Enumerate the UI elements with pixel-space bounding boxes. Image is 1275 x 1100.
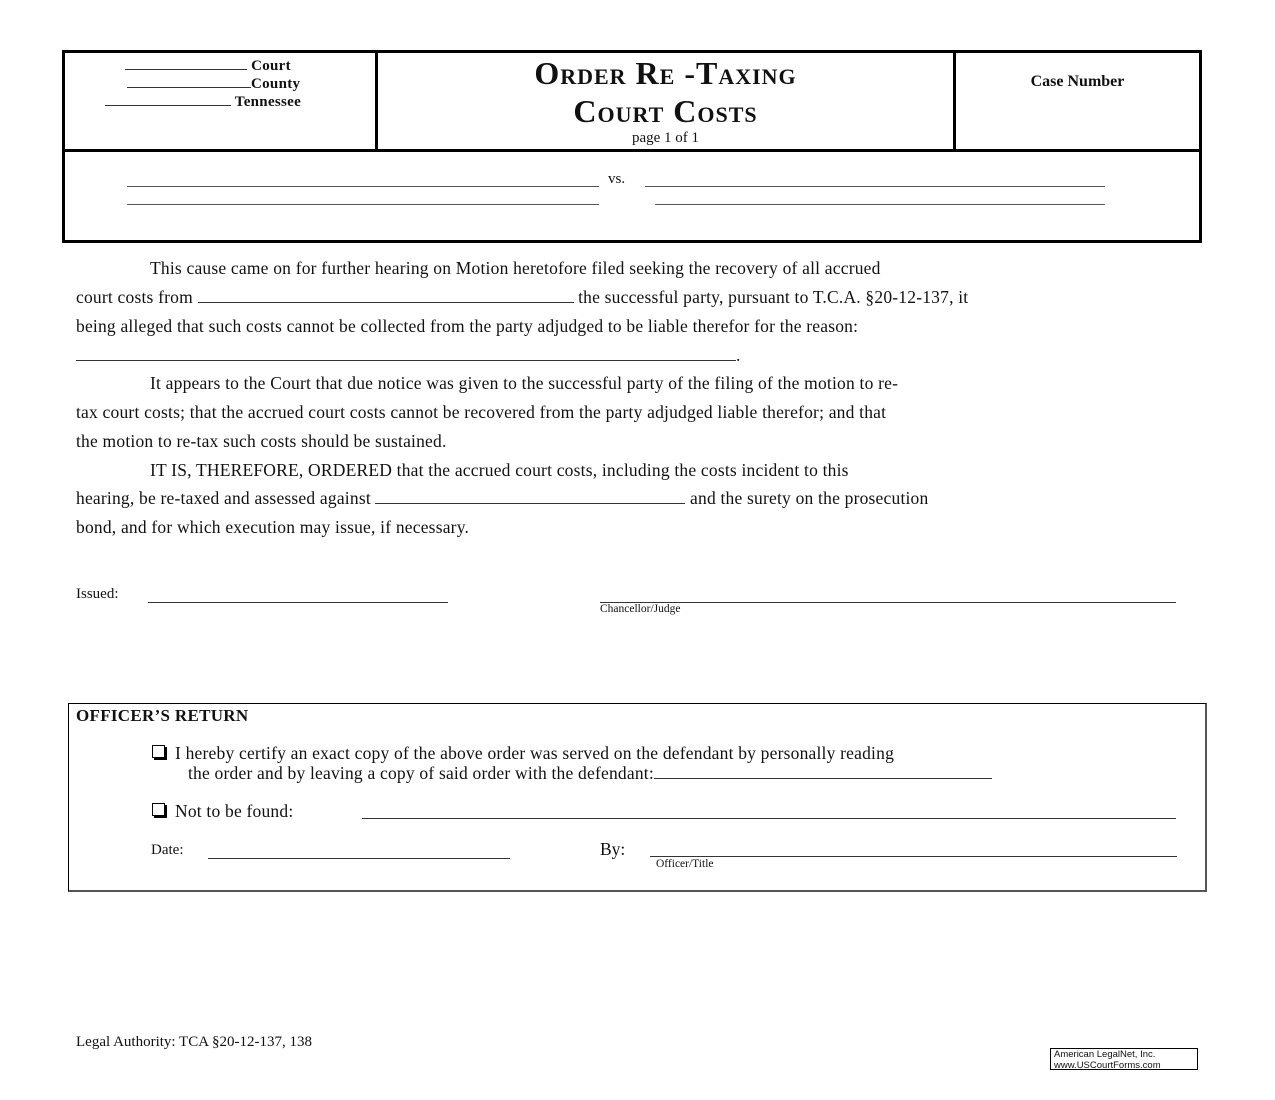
state-label: Tennessee xyxy=(234,94,302,110)
assessed-party-blank[interactable] xyxy=(375,489,685,504)
county-label: County xyxy=(251,76,301,92)
judge-label: Chancellor/Judge xyxy=(600,603,681,615)
paragraph-3-line-3: bond, and for which execution may issue, if necessary. xyxy=(76,517,470,537)
versus-label: vs. xyxy=(608,171,626,187)
caption-box xyxy=(62,50,1202,243)
paragraph-1-line-3: being alleged that such costs cannot be collected from the party adjudged to be liable therefor for the reason: xyxy=(76,316,859,336)
form-title-line-2: Court Costs xyxy=(573,93,758,129)
state-blank[interactable] xyxy=(105,91,231,106)
paragraph-3-line-1: IT IS, THEREFORE, ORDERED that the accrued court costs, including the costs incident to this xyxy=(150,460,849,480)
officers-return-box xyxy=(68,703,1207,892)
court-name-blank[interactable] xyxy=(125,55,247,70)
paragraph-1-line-1: This cause came on for further hearing on Motion heretofore filed seeking the recovery of all accrued xyxy=(150,258,881,278)
plaintiff-line-1[interactable] xyxy=(127,186,599,187)
state-line xyxy=(105,91,301,111)
not-found-checkbox[interactable] xyxy=(152,803,165,816)
defendant-line-2[interactable] xyxy=(655,204,1105,205)
served-option xyxy=(152,743,894,764)
page-indicator: page 1 of 1 xyxy=(631,130,700,146)
defendant-line-1[interactable] xyxy=(645,186,1105,187)
court-label: Court xyxy=(251,58,291,74)
p1-text-a: court costs from xyxy=(76,287,193,307)
issued-date-line[interactable] xyxy=(148,602,448,603)
p3-text-a: hearing, be re-taxed and assessed against xyxy=(76,488,371,508)
parties-row xyxy=(65,149,1199,243)
paragraph-3-line-2 xyxy=(76,488,928,509)
county-line xyxy=(127,73,300,93)
by-label: By: xyxy=(600,839,626,859)
reason-blank[interactable] xyxy=(76,346,736,361)
title-cell xyxy=(378,53,956,149)
served-text-line-2: the order and by leaving a copy of said order with the defendant: xyxy=(188,763,654,783)
not-found-text: Not to be found: xyxy=(175,801,294,821)
served-option-line-2 xyxy=(188,763,992,784)
successful-party-blank[interactable] xyxy=(198,288,574,303)
not-found-blank[interactable] xyxy=(362,818,1176,819)
officers-return-title: OFFICER’S RETURN xyxy=(76,706,249,725)
date-label: Date: xyxy=(151,842,184,858)
county-name-blank[interactable] xyxy=(127,73,251,88)
case-number-cell[interactable] xyxy=(956,53,1199,149)
judge-signature-line[interactable] xyxy=(600,602,1176,603)
paragraph-2-line-3: the motion to re-tax such costs should be sustained. xyxy=(76,431,447,451)
paragraph-1-line-4 xyxy=(76,345,741,366)
publisher-box xyxy=(1050,1048,1198,1070)
paragraph-1-line-2 xyxy=(76,287,968,308)
officer-signature-line[interactable] xyxy=(650,856,1177,857)
paragraph-2-line-2: tax court costs; that the accrued court costs cannot be recovered from the party adjudged liable therefor; and that xyxy=(76,402,887,422)
return-date-line[interactable] xyxy=(208,858,510,859)
case-number-label: Case Number xyxy=(1030,73,1125,90)
p1-text-b: the successful party, pursuant to T.C.A. §20-12-137, it xyxy=(578,287,969,307)
legal-authority: Legal Authority: TCA §20-12-137, 138 xyxy=(76,1034,312,1050)
served-defendant-blank[interactable] xyxy=(654,764,992,779)
court-cell xyxy=(65,53,378,149)
publisher-name: American LegalNet, Inc. xyxy=(1054,1049,1156,1060)
publisher-url: www.USCourtForms.com xyxy=(1054,1059,1161,1071)
p1-period: . xyxy=(736,345,741,365)
served-text-line-1: I hereby certify an exact copy of the above order was served on the defendant by personally reading xyxy=(175,743,895,763)
issued-label: Issued: xyxy=(76,586,119,602)
officer-title-label: Officer/Title xyxy=(656,858,714,870)
plaintiff-line-2[interactable] xyxy=(127,204,599,205)
court-line xyxy=(125,55,291,75)
paragraph-2-line-1: It appears to the Court that due notice was given to the successful party of the filing of the motion to re- xyxy=(150,373,899,393)
not-found-option xyxy=(152,801,293,822)
p3-text-b: and the surety on the prosecution xyxy=(690,488,929,508)
served-checkbox[interactable] xyxy=(152,745,165,758)
form-title-line-1: Order Re -Taxing xyxy=(534,55,797,91)
